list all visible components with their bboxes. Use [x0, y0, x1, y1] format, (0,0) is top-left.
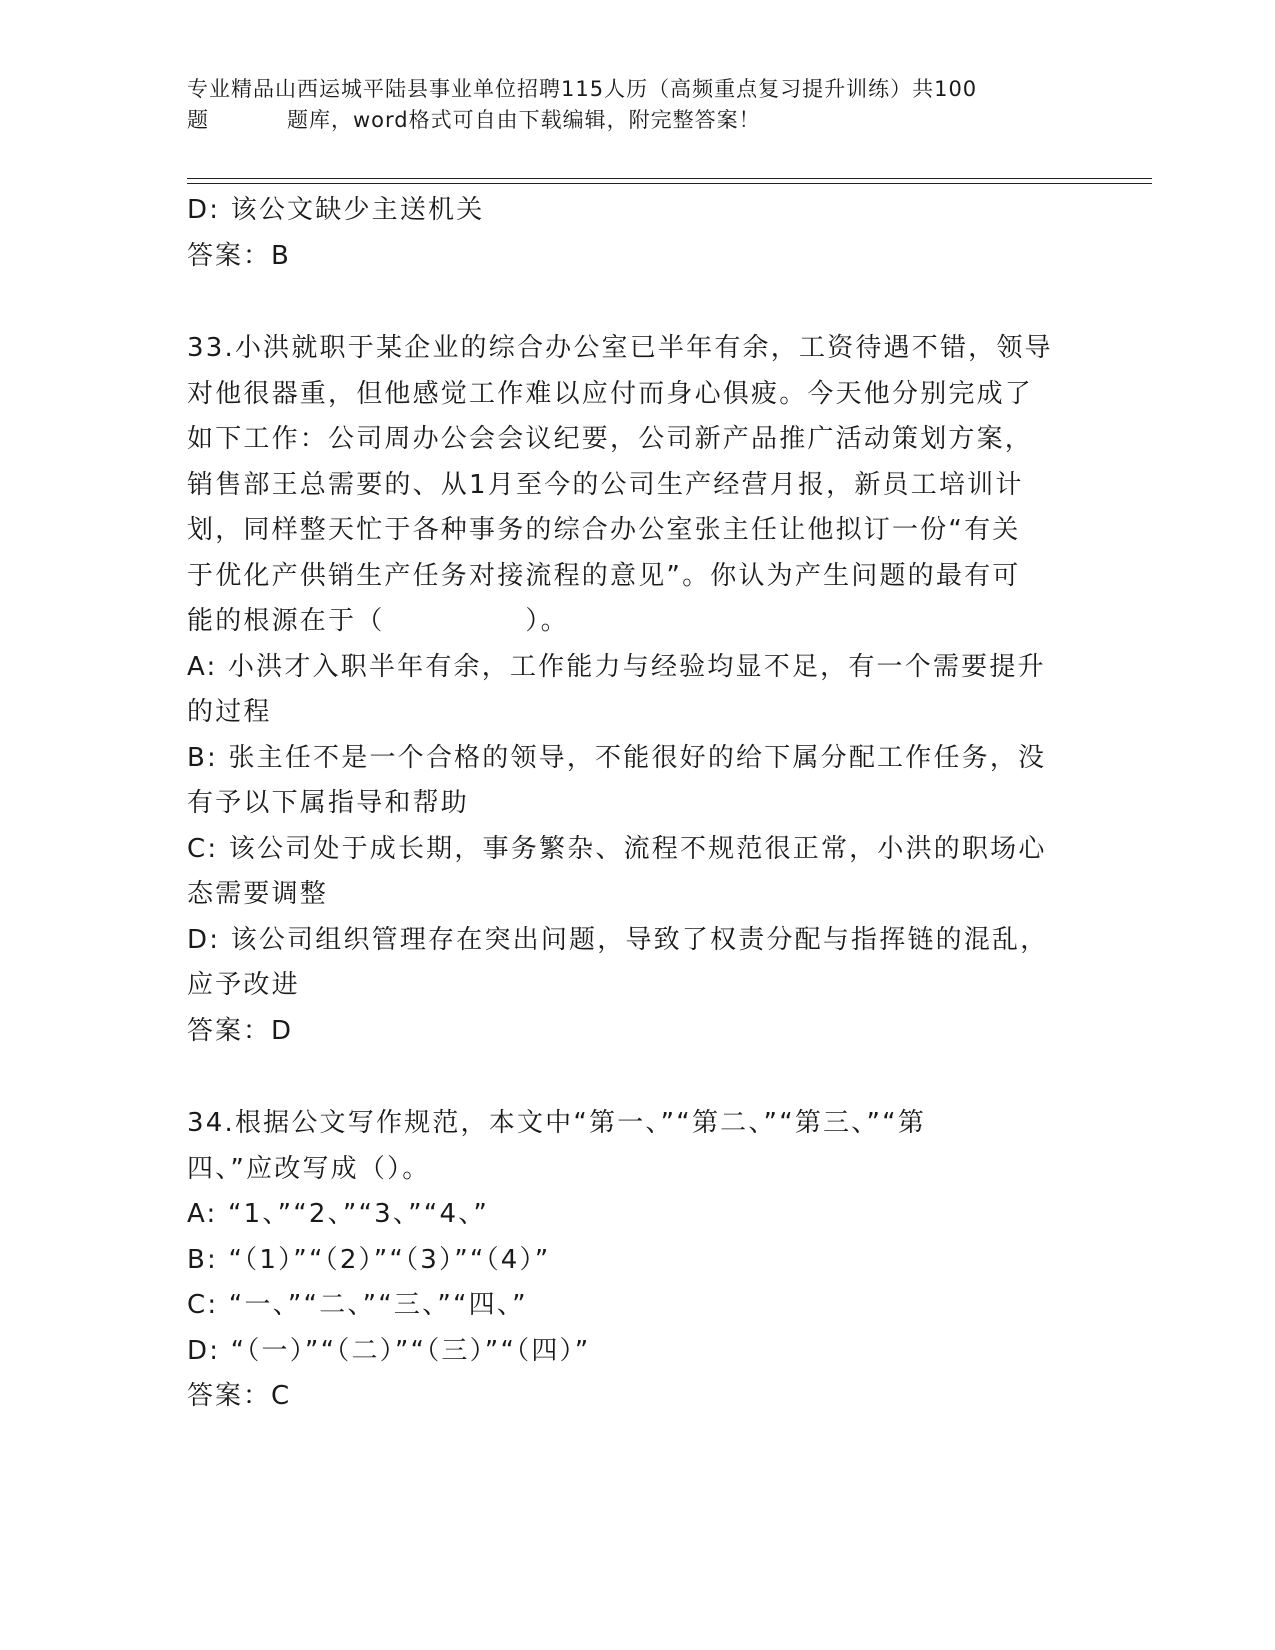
document-body	[187, 188, 1077, 1420]
q33-option-d: D: 该公司组织管理存在突出问题，导致了权责分配与指挥链的混乱，	[187, 924, 1049, 955]
q34-option-a: A: “1、”“2、”“3、”“4、”	[187, 1199, 490, 1229]
q34-answer: 答案：C	[187, 1381, 292, 1411]
page-header	[187, 74, 1087, 136]
prev-option-d: D: 该公文缺少主送机关	[187, 195, 485, 225]
q34-option-d: D: “（一）”“（二）”“（三）”“（四）”	[187, 1335, 591, 1366]
header-divider-bottom	[187, 183, 1152, 184]
header-line-2-left: 题	[187, 108, 209, 132]
q33-option-b: B: 张主任不是一个合格的领导，不能很好的给下属分配工作任务，没	[187, 742, 1047, 773]
q34-stem-line: 四、”应改写成（）。	[187, 1153, 431, 1184]
q33-stem-line: 如下工作：公司周办公会会议纪要，公司新产品推广活动策划方案，	[187, 424, 1034, 454]
q33-option-c: C: 该公司处于成长期，事务繁杂、流程不规范很正常，小洪的职场心	[187, 833, 1047, 864]
header-line-1: 专业精品山西运城平陆县事业单位招聘115人历（高频重点复习提升训练）共100	[187, 77, 978, 101]
header-divider-top	[187, 178, 1152, 179]
header-line-2-right: 题库，word格式可自由下载编辑，附完整答案！	[287, 108, 761, 132]
q34-stem-line: 34.根据公文写作规范，本文中“第一、”“第二、”“第三、”“第	[187, 1108, 927, 1138]
q34-option-b: B: “（1）”“（2）”“（3）”“（4）”	[187, 1244, 551, 1275]
q33-option-a-cont: 的过程	[187, 697, 272, 727]
q33-answer: 答案：D	[187, 1015, 294, 1046]
q33-option-d-cont: 应予改进	[187, 970, 300, 1000]
q33-stem-line: 33.小洪就职于某企业的综合办公室已半年有余，工资待遇不错，领导	[187, 333, 1053, 363]
q34-option-c: C: “一、”“二、”“三、”“四、”	[187, 1290, 528, 1320]
q33-stem-line: 销售部王总需要的、从1月至今的公司生产经营月报，新员工培训计	[187, 469, 1024, 500]
spacer	[187, 279, 1077, 326]
q33-option-b-cont: 有予以下属指导和帮助	[187, 788, 470, 818]
prev-answer: 答案：B	[187, 240, 291, 271]
q33-stem-line: 划，同样整天忙于各种事务的综合办公室张主任让他拟订一份“有关	[187, 515, 1021, 545]
question-33	[187, 326, 1077, 1054]
spacer	[187, 1054, 1077, 1101]
header-line-2	[187, 105, 1087, 136]
q33-option-c-cont: 态需要调整	[187, 879, 329, 909]
q33-stem-line: 于优化产供销生产任务对接流程的意见”。你认为产生问题的最有可	[187, 560, 1021, 591]
q33-option-a: A: 小洪才入职半年有余，工作能力与经验均显不足，有一个需要提升	[187, 651, 1046, 682]
question-34	[187, 1101, 1077, 1420]
q33-stem-line: 对他很器重，但他感觉工作难以应付而身心俱疲。今天他分别完成了	[187, 378, 1034, 409]
q33-stem-line: 能的根源在于（ ）。	[187, 606, 569, 636]
